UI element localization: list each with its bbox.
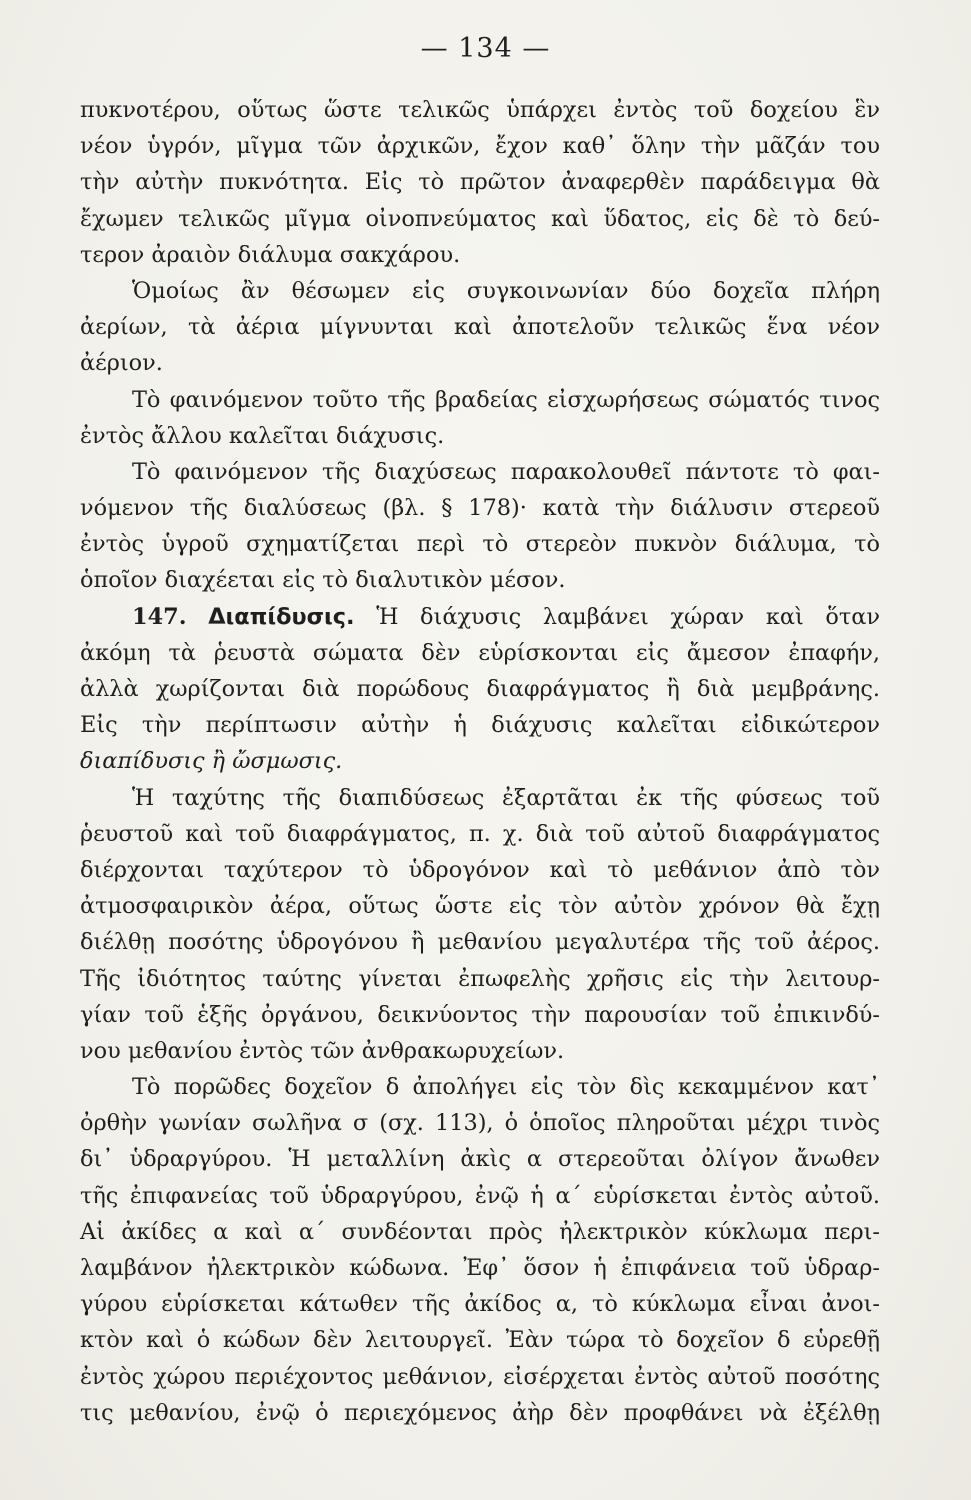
text-line: νέον ὑγρόν, μῖγμα τῶν ἀρχικῶν, ἔχον καθ᾽ ὅλην τὴν μᾶζάν του xyxy=(80,133,880,160)
text-line: τὴν αὐτὴν πυκνότητα. Εἰς τὸ πρῶτον ἀναφερθὲν παράδειγμα θὰ xyxy=(80,169,880,196)
text-line: Τὸ φαινόμενον τοῦτο τῆς βραδείας εἰσχωρήσεως σώματός τινος xyxy=(132,386,880,413)
body-text xyxy=(80,92,880,1431)
text-line: Τῆς ἰδιότητος ταύτης γίνεται ἐπωφελὴς χρῆσις εἰς τὴν λειτουρ- xyxy=(80,965,880,992)
paragraph-6 xyxy=(80,780,880,1070)
text-line: γύρου εὑρίσκεται κάτωθεν τῆς ἀκίδος α, τὸ κύκλωμα εἶναι ἀνοι- xyxy=(80,1291,880,1318)
text-line: Τὸ φαινόμενον τῆς διαχύσεως παρακολουθεῖ πάντοτε τὸ φαι- xyxy=(132,458,880,485)
paragraph-7 xyxy=(80,1069,880,1431)
text-line: ἐντὸς ὑγροῦ σχηματίζεται περὶ τὸ στερεὸν πυκνὸν διάλυμα, τὸ xyxy=(80,531,880,558)
section-147 xyxy=(80,599,880,780)
text-line: ἀτμοσφαιρικὸν ἀέρα, οὕτως ὥστε εἰς τὸν αὐτὸν χρόνον θὰ ἔχῃ xyxy=(80,893,880,920)
text-line: Ὁμοίως ἂν θέσωμεν εἰς συγκοινωνίαν δύο δοχεῖα πλήρη xyxy=(132,277,880,304)
text-line: ὁποῖον διαχέεται εἰς τὸ διαλυτικὸν μέσον. xyxy=(80,567,566,594)
text-segment: Ἡ διάχυσις λαμβάνει χώραν καὶ ὅταν xyxy=(376,603,880,630)
text-line: ἐντὸς χώρου περιέχοντος μεθάνιον, εἰσέρχεται ἐντὸς αὐτοῦ ποσότης xyxy=(80,1363,880,1390)
page-number: — 134 — xyxy=(420,33,551,64)
text-line: τις μεθανίου, ἐνῷ ὁ περιεχόμενος ἀὴρ δὲν προφθάνει νὰ ἐξέλθῃ xyxy=(80,1399,880,1426)
text-line: ἀέριον. xyxy=(80,350,163,377)
text-line: ὀρθὴν γωνίαν σωλῆνα σ (σχ. 113), ὁ ὁποῖος πληροῦται μέχρι τινὸς xyxy=(80,1110,880,1137)
italic-term-line: διαπίδυσις ἢ ὤσμωσις. xyxy=(80,748,343,775)
paragraph-2 xyxy=(80,273,880,382)
text-line: ἀερίων, τὰ ἀέρια μίγνυνται καὶ ἀποτελοῦν τελικῶς ἕνα νέον xyxy=(80,314,880,341)
section-heading-line xyxy=(80,599,880,635)
text-line: ῥευστοῦ καὶ τοῦ διαφράγματος, π. χ. διὰ τοῦ αὐτοῦ διαφράγματος xyxy=(80,820,880,847)
section-number: 147. xyxy=(132,603,187,630)
text-line: δι᾽ ὑδραργύρου. Ἡ μεταλλίνη ἀκὶς α στερεοῦται ὀλίγον ἄνωθεν xyxy=(80,1146,880,1173)
text-line: νου μεθανίου ἐντὸς τῶν ἀνθρακωρυχείων. xyxy=(80,1037,565,1064)
text-line: ἔχωμεν τελικῶς μῖγμα οἰνοπνεύματος καὶ ὕδατος, εἰς δὲ τὸ δεύ- xyxy=(80,205,880,232)
text-line: τερον ἀραιὸν διάλυμα σακχάρου. xyxy=(80,241,461,268)
text-line: ἀλλὰ χωρίζονται διὰ πορώδους διαφράγματος ἢ διὰ μεμβράνης. xyxy=(80,676,880,702)
paragraph-1 xyxy=(80,92,880,273)
section-title: Διαπίδυσις. xyxy=(208,603,355,630)
text-line: ἀκόμη τὰ ῥευστὰ σώματα δὲν εὑρίσκονται εἰς ἄμεσον ἐπαφήν, xyxy=(80,639,880,666)
text-line: Αἱ ἀκίδες α καὶ α΄ συνδέονται πρὸς ἠλεκτρικὸν κύκλωμα περι- xyxy=(80,1218,880,1245)
text-line: λαμβάνον ἠλεκτρικὸν κώδωνα. Ἐφ᾽ ὅσον ἡ ἐπιφάνεια τοῦ ὑδραρ- xyxy=(80,1255,880,1281)
text-line: διέλθῃ ποσότης ὑδρογόνου ἢ μεθανίου μεγαλυτέρα τῆς τοῦ ἀέρος. xyxy=(80,929,880,956)
text-line: γίαν τοῦ ἑξῆς ὀργάνου, δεικνύοντος τὴν παρουσίαν τοῦ ἐπικινδύ- xyxy=(80,1001,880,1028)
text-line: ἐντὸς ἄλλου καλεῖται διάχυσις. xyxy=(80,422,445,449)
text-line: τῆς ἐπιφανείας τοῦ ὑδραργύρου, ἐνῷ ἡ α΄ εὑρίσκεται ἐντὸς αὐτοῦ. xyxy=(80,1182,880,1209)
paragraph-3 xyxy=(80,382,880,454)
text-line: κτὸν καὶ ὁ κώδων δὲν λειτουργεῖ. Ἐὰν τώρα τὸ δοχεῖον δ εὑρεθῇ xyxy=(80,1327,880,1354)
text-line: διέρχονται ταχύτερον τὸ ὑδρογόνον καὶ τὸ μεθάνιον ἀπὸ τὸν xyxy=(80,856,880,883)
paragraph-4 xyxy=(80,454,880,599)
text-line: Εἰς τὴν περίπτωσιν αὐτὴν ἡ διάχυσις καλεῖται εἰδικώτερον xyxy=(80,712,880,739)
text-line: Ἡ ταχύτης τῆς διαπιδύσεως ἐξαρτᾶται ἐκ τῆς φύσεως τοῦ xyxy=(132,784,880,811)
text-line: Τὸ πορῶδες δοχεῖον δ ἀπολήγει εἰς τὸν δὶς κεκαμμένον κατ᾽ xyxy=(132,1074,880,1101)
text-line: νόμενον τῆς διαλύσεως (βλ. § 178)· κατὰ τὴν διάλυσιν στερεοῦ xyxy=(80,495,880,522)
text-line: πυκνοτέρου, οὕτως ὥστε τελικῶς ὑπάρχει ἐντὸς τοῦ δοχείου ἓν xyxy=(80,97,880,123)
